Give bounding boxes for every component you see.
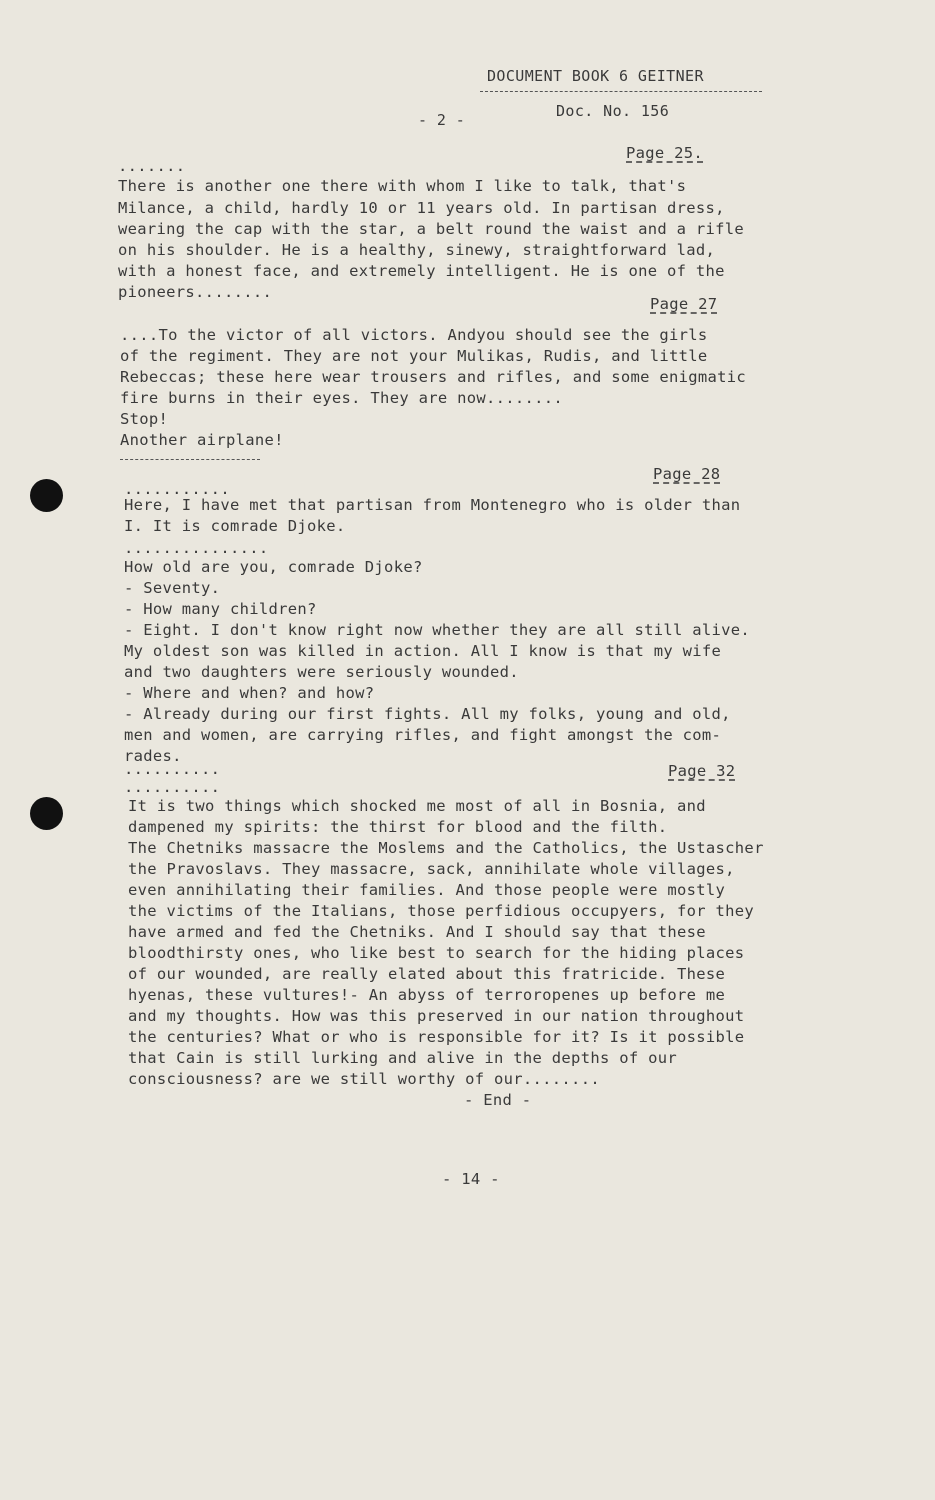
footer-page-number: - 14 - [442,1170,500,1188]
punch-hole [30,479,63,512]
text-line: rades. [124,747,182,765]
text-line: There is another one there with whom I like to talk, that's [118,177,687,195]
page-label-32: Page 32 [668,762,736,780]
text-line: with a honest face, and extremely intelligent. He is one of the [118,262,725,280]
text-line: fire burns in their eyes. They are now........ [120,389,564,407]
text-line: - Where and when? and how? [124,684,375,702]
page-marker: - 2 - [418,111,466,129]
text-line: Here, I have met that partisan from Montenegro who is older than [124,496,741,514]
text-line: My oldest son was killed in action. All I know is that my wife [124,642,722,660]
text-line: have armed and fed the Chetniks. And I should say that these [128,923,706,941]
doc-number: Doc. No. 156 [556,102,670,120]
document-book-title: DOCUMENT BOOK 6 GEITNER [487,67,704,85]
text-line: It is two things which shocked me most of all in Bosnia, and [128,797,706,815]
text-line: I. It is comrade Djoke. [124,517,346,535]
text-line: and two daughters were seriously wounded. [124,663,519,681]
end-marker: - End - [464,1091,532,1109]
text-line: consciousness? are we still worthy of our........ [128,1070,600,1088]
text-line: men and women, are carrying rifles, and fight amongst the com- [124,726,722,744]
text-line: the victims of the Italians, those perfidious occupyers, for they [128,902,755,920]
text-line: bloodthirsty ones, who like best to search for the hiding places [128,944,745,962]
text-line: the Pravoslavs. They massacre, sack, annihilate whole villages, [128,860,735,878]
text-line: Stop! [120,410,169,428]
page-label-25: Page 25. [626,144,704,162]
text-line: the centuries? What or who is responsible for it? Is it possible [128,1028,745,1046]
page-label-28: Page 28 [653,465,721,483]
header-underline [480,91,762,92]
text-line: Milance, a child, hardly 10 or 11 years old. In partisan dress, [118,199,725,217]
text-line: - Eight. I don't know right now whether they are all still alive. [124,621,751,639]
text-line: ........... [124,480,230,498]
text-line: ....... [118,157,186,175]
text-line: and my thoughts. How was this preserved in our nation throughout [128,1007,745,1025]
text-line: .......... [124,778,221,796]
text-line: that Cain is still lurking and alive in the depths of our [128,1049,678,1067]
section-separator [120,459,260,460]
text-line: How old are you, comrade Djoke? [124,558,423,576]
text-line: wearing the cap with the star, a belt round the waist and a rifle [118,220,745,238]
text-line: Another airplane! [120,431,284,449]
text-line: pioneers........ [118,283,273,301]
text-line: Rebeccas; these here wear trousers and rifles, and some enigmatic [120,368,747,386]
text-line: even annihilating their families. And those people were mostly [128,881,726,899]
text-line: ....To the victor of all victors. Andyou should see the girls [120,326,708,344]
text-line: - How many children? [124,600,317,618]
text-line: ............... [124,539,269,557]
text-line: The Chetniks massacre the Moslems and the Catholics, the Ustascher [128,839,764,857]
page-label-27: Page 27 [650,295,718,313]
text-line: - Already during our first fights. All my folks, young and old, [124,705,731,723]
text-line: .......... [124,760,221,778]
text-line: - Seventy. [124,579,221,597]
text-line: dampened my spirits: the thirst for blood and the filth. [128,818,668,836]
text-line: hyenas, these vultures!- An abyss of terroropenes up before me [128,986,726,1004]
text-line: of the regiment. They are not your Mulikas, Rudis, and little [120,347,708,365]
text-line: on his shoulder. He is a healthy, sinewy, straightforward lad, [118,241,716,259]
text-line: of our wounded, are really elated about this fratricide. These [128,965,726,983]
punch-hole [30,797,63,830]
